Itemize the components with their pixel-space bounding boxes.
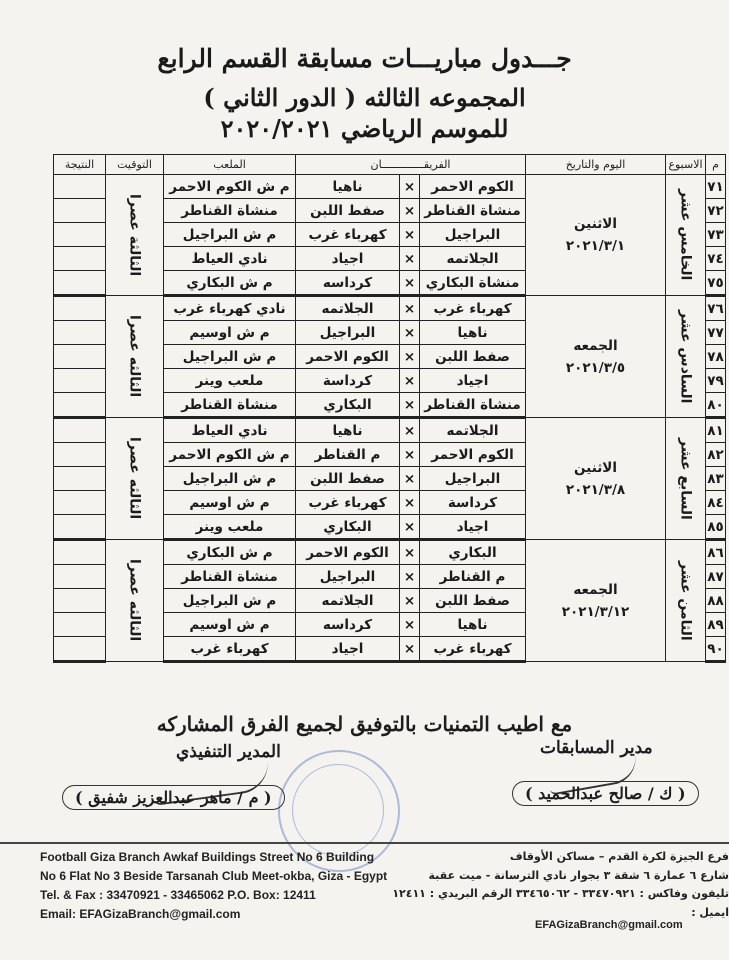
versus-mark: × xyxy=(400,369,420,393)
versus-mark: × xyxy=(400,175,420,199)
venue: منشاة القناطر xyxy=(164,199,296,223)
venue: م ش البكاري xyxy=(164,540,296,565)
week-label: الثامن عشر xyxy=(677,560,694,641)
home-team: م القناطر xyxy=(420,565,526,589)
kickoff-time: الثالثة عصرا xyxy=(126,193,143,277)
match-date: ٢٠٢١/٣/١٢ xyxy=(561,603,630,620)
week-cell xyxy=(666,296,706,418)
venue: م ش الكوم الاحمر xyxy=(164,443,296,467)
match-number: ٨٨ xyxy=(706,589,726,613)
venue: نادي العياط xyxy=(164,418,296,443)
match-number: ٨٦ xyxy=(706,540,726,565)
venue: م ش البراجيل xyxy=(164,223,296,247)
home-team: ناهيا xyxy=(420,321,526,345)
away-team: كهرباء غرب xyxy=(296,491,400,515)
table-body xyxy=(54,175,726,662)
venue: منشاة القناطر xyxy=(164,565,296,589)
match-day: الجمعه xyxy=(573,337,618,354)
home-team: الكوم الاحمر xyxy=(420,175,526,199)
versus-mark: × xyxy=(400,467,420,491)
result-cell xyxy=(54,296,106,321)
table-row xyxy=(54,418,726,443)
week-label: الخامس عشر xyxy=(677,189,694,281)
time-cell xyxy=(106,175,164,296)
footer-en-address-2: No 6 Flat No 3 Beside Tarsanah Club Meet-okba, Giza - Egypt xyxy=(40,869,388,883)
away-team: صفط اللبن xyxy=(296,199,400,223)
match-number: ٨٥ xyxy=(706,515,726,540)
footer-en-address-1: Football Giza Branch Awkaf Buildings Street No 6 Building xyxy=(40,850,375,864)
time-cell xyxy=(106,296,164,418)
header-time: التوقيت xyxy=(106,155,164,175)
footer-en-email: Email: EFAGizaBranch@gmail.com xyxy=(40,907,241,921)
home-team: البراجيل xyxy=(420,223,526,247)
executive-director-name: ( م / ماهر عبدالعزيز شفيق ) xyxy=(62,785,285,810)
versus-mark: × xyxy=(400,613,420,637)
away-team: كرداسه xyxy=(296,613,400,637)
week-cell xyxy=(666,418,706,540)
versus-mark: × xyxy=(400,345,420,369)
away-team: صفط اللبن xyxy=(296,467,400,491)
match-day: الجمعه xyxy=(573,581,618,598)
home-team: منشاة القناطر xyxy=(420,393,526,418)
day-date-cell xyxy=(526,175,666,296)
venue: م ش الكوم الاحمر xyxy=(164,175,296,199)
footer-arabic xyxy=(392,848,729,922)
away-team: ناهيا xyxy=(296,175,400,199)
executive-director-title: المدير التنفيذي xyxy=(176,742,281,762)
footer-divider xyxy=(0,842,729,844)
footer-ar-phone: تليفون وفاكس : ٣٣٤٧٠٩٢١ - ٣٣٤٦٥٠٦٢ الرقم البريدي : ١٢٤١١ xyxy=(392,887,729,900)
week-label: السادس عشر xyxy=(677,309,694,404)
versus-mark: × xyxy=(400,393,420,418)
away-team: البراجيل xyxy=(296,321,400,345)
away-team: ناهيا xyxy=(296,418,400,443)
venue: م ش البراجيل xyxy=(164,345,296,369)
match-number: ٨٠ xyxy=(706,393,726,418)
result-cell xyxy=(54,271,106,296)
home-team: منشاة القناطر xyxy=(420,199,526,223)
home-team: الجلاتمه xyxy=(420,247,526,271)
header-venue: الملعب xyxy=(164,155,296,175)
venue: ملعب وينر xyxy=(164,515,296,540)
versus-mark: × xyxy=(400,199,420,223)
week-cell xyxy=(666,175,706,296)
table-row xyxy=(54,296,726,321)
header-week: الاسبوع xyxy=(666,155,706,175)
result-cell xyxy=(54,540,106,565)
away-team: الكوم الاحمر xyxy=(296,345,400,369)
match-number: ٨٧ xyxy=(706,565,726,589)
match-number: ٧٥ xyxy=(706,271,726,296)
home-team: اجياد xyxy=(420,369,526,393)
footer-ar-address-1: فرع الجيزة لكرة القدم – مساكن الأوقاف xyxy=(509,850,729,863)
match-number: ٨٣ xyxy=(706,467,726,491)
venue: م ش اوسيم xyxy=(164,321,296,345)
home-team: صفط اللبن xyxy=(420,589,526,613)
competitions-manager-name: ( ك / صالح عبدالحميد ) xyxy=(512,781,699,806)
venue: نادي العياط xyxy=(164,247,296,271)
versus-mark: × xyxy=(400,223,420,247)
home-team: الجلاتمه xyxy=(420,418,526,443)
home-team: البراجيل xyxy=(420,467,526,491)
match-date: ٢٠٢١/٣/٨ xyxy=(565,481,626,498)
header-num: م xyxy=(706,155,726,175)
match-number: ٩٠ xyxy=(706,637,726,662)
home-team: كهرباء غرب xyxy=(420,296,526,321)
result-cell xyxy=(54,175,106,199)
closing-wishes: مع اطيب التمنيات بالتوفيق لجميع الفرق المشاركه xyxy=(156,712,573,736)
away-team: اجياد xyxy=(296,247,400,271)
result-cell xyxy=(54,393,106,418)
home-team: اجياد xyxy=(420,515,526,540)
home-team: ناهيا xyxy=(420,613,526,637)
away-team: البكاري xyxy=(296,515,400,540)
versus-mark: × xyxy=(400,589,420,613)
away-team: البكاري xyxy=(296,393,400,418)
week-label: السابع عشر xyxy=(677,437,694,520)
venue: م ش البراجيل xyxy=(164,589,296,613)
result-cell xyxy=(54,637,106,662)
time-cell xyxy=(106,418,164,540)
result-cell xyxy=(54,613,106,637)
versus-mark: × xyxy=(400,637,420,662)
result-cell xyxy=(54,345,106,369)
home-team: كرداسة xyxy=(420,491,526,515)
header-teams: الفريقـــــــــــــان xyxy=(296,155,526,175)
venue: م ش اوسيم xyxy=(164,613,296,637)
venue: م ش اوسيم xyxy=(164,491,296,515)
week-cell xyxy=(666,540,706,662)
match-date: ٢٠٢١/٣/٥ xyxy=(565,359,626,376)
venue: كهرباء غرب xyxy=(164,637,296,662)
result-cell xyxy=(54,443,106,467)
venue: ملعب وينر xyxy=(164,369,296,393)
versus-mark: × xyxy=(400,515,420,540)
document-title: جـــدول مباريـــات مسابقة القسم الرابع xyxy=(157,44,572,73)
away-team: كرداسه xyxy=(296,271,400,296)
day-date-cell xyxy=(526,296,666,418)
home-team: البكاري xyxy=(420,540,526,565)
footer-ar-email-label: ايميل : xyxy=(691,905,729,919)
result-cell xyxy=(54,515,106,540)
versus-mark: × xyxy=(400,321,420,345)
match-number: ٧٧ xyxy=(706,321,726,345)
home-team: الكوم الاحمر xyxy=(420,443,526,467)
kickoff-time: الثالثه عصرا xyxy=(126,559,143,642)
day-date-cell xyxy=(526,540,666,662)
header-result: النتيجة xyxy=(54,155,106,175)
match-number: ٨٤ xyxy=(706,491,726,515)
document-subtitle-group: المجموعه الثالثه ( الدور الثاني ) xyxy=(203,83,526,112)
result-cell xyxy=(54,491,106,515)
result-cell xyxy=(54,199,106,223)
competitions-manager-title: مدير المسابقات xyxy=(540,738,653,758)
result-cell xyxy=(54,369,106,393)
footer-ar-email: EFAGizaBranch@gmail.com xyxy=(535,919,683,931)
result-cell xyxy=(54,418,106,443)
versus-mark: × xyxy=(400,565,420,589)
match-date: ٢٠٢١/٣/١ xyxy=(565,238,626,254)
versus-mark: × xyxy=(400,491,420,515)
footer-ar-address-2: شارع ٦ عمارة ٦ شقة ٣ بجوار نادي الترسانة - ميت عقبة xyxy=(428,868,729,882)
match-number: ٧١ xyxy=(706,175,726,199)
match-number: ٧٢ xyxy=(706,199,726,223)
versus-mark: × xyxy=(400,443,420,467)
match-day: الاثنين xyxy=(574,459,617,476)
versus-mark: × xyxy=(400,296,420,321)
match-number: ٧٤ xyxy=(706,247,726,271)
document-subtitle-season: للموسم الرياضي ٢٠٢٠/٢٠٢١ xyxy=(220,114,509,143)
match-schedule-table xyxy=(53,154,726,663)
away-team: كهرباء غرب xyxy=(296,223,400,247)
match-number: ٨٢ xyxy=(706,443,726,467)
versus-mark: × xyxy=(400,540,420,565)
away-team: الجلاتمه xyxy=(296,296,400,321)
versus-mark: × xyxy=(400,271,420,296)
result-cell xyxy=(54,247,106,271)
away-team: كرداسة xyxy=(296,369,400,393)
venue: م ش البكاري xyxy=(164,271,296,296)
kickoff-time: الثالثه عصرا xyxy=(126,315,143,398)
kickoff-time: الثالثه عصرا xyxy=(126,437,143,520)
match-number: ٧٩ xyxy=(706,369,726,393)
result-cell xyxy=(54,467,106,491)
versus-mark: × xyxy=(400,247,420,271)
home-team: كهرباء غرب xyxy=(420,637,526,662)
result-cell xyxy=(54,565,106,589)
match-number: ٨١ xyxy=(706,418,726,443)
result-cell xyxy=(54,589,106,613)
home-team: صفط اللبن xyxy=(420,345,526,369)
day-date-cell xyxy=(526,418,666,540)
time-cell xyxy=(106,540,164,662)
versus-mark: × xyxy=(400,418,420,443)
table-row xyxy=(54,175,726,199)
footer-en-phone: Tel. & Fax : 33470921 - 33465062 P.O. Box: 12411 xyxy=(40,888,316,902)
result-cell xyxy=(54,223,106,247)
table-row xyxy=(54,540,726,565)
match-number: ٨٩ xyxy=(706,613,726,637)
venue: منشاة القناطر xyxy=(164,393,296,418)
away-team: م القناطر xyxy=(296,443,400,467)
header-day-date: اليوم والتاريخ xyxy=(526,155,666,175)
footer-english xyxy=(40,848,387,924)
table-header-row xyxy=(54,155,726,175)
result-cell xyxy=(54,321,106,345)
home-team: منشاة البكاري xyxy=(420,271,526,296)
match-day: الاثنين xyxy=(574,216,617,232)
away-team: البراجيل xyxy=(296,565,400,589)
venue: نادي كهرباء غرب xyxy=(164,296,296,321)
away-team: اجياد xyxy=(296,637,400,662)
away-team: الكوم الاحمر xyxy=(296,540,400,565)
away-team: الجلاتمه xyxy=(296,589,400,613)
match-number: ٧٨ xyxy=(706,345,726,369)
match-number: ٧٣ xyxy=(706,223,726,247)
venue: م ش البراجيل xyxy=(164,467,296,491)
match-number: ٧٦ xyxy=(706,296,726,321)
